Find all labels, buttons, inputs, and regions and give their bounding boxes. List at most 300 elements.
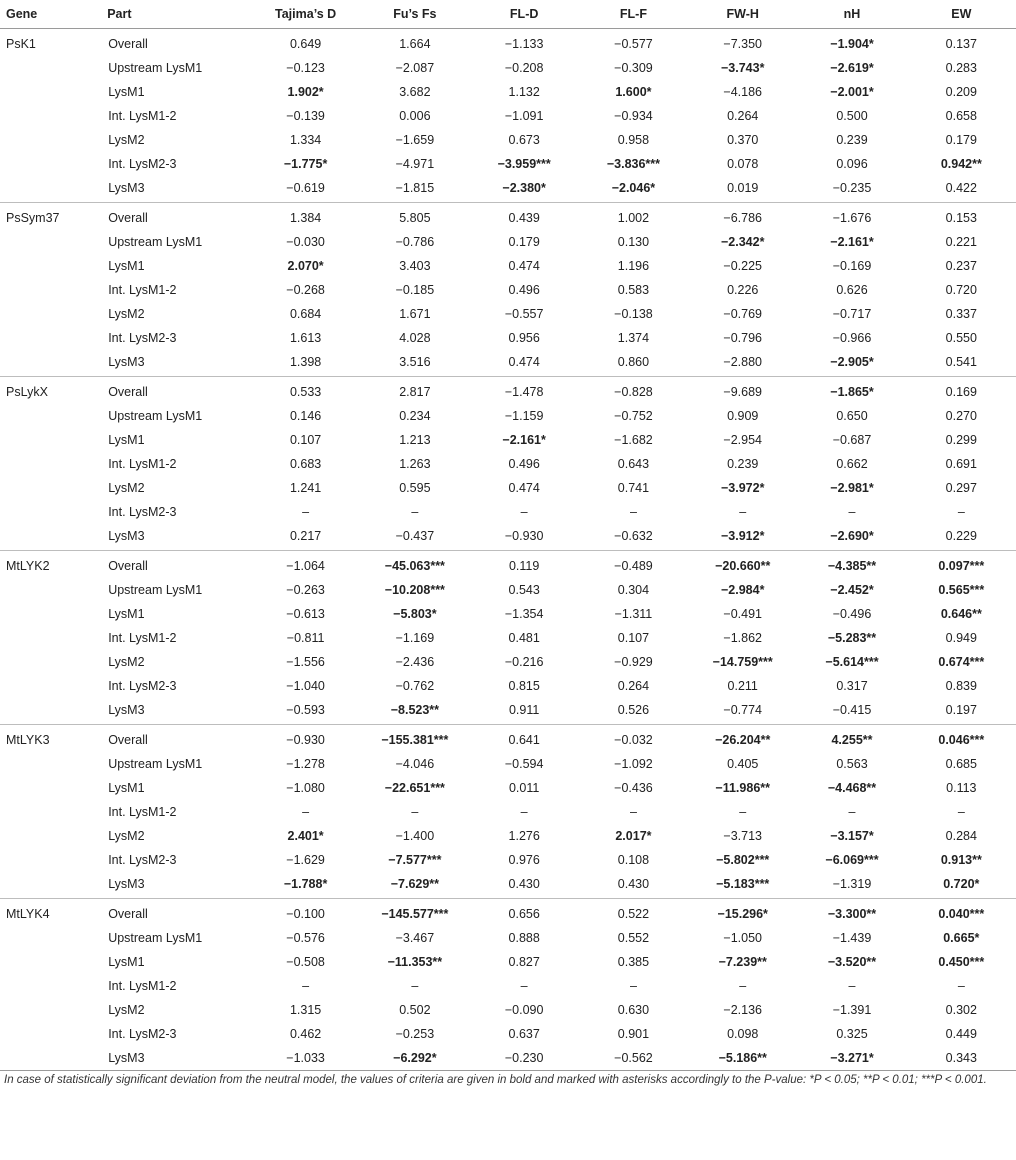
- value-cell: −0.786: [395, 235, 435, 249]
- value-cell: −4.186: [723, 85, 763, 99]
- value-cell: −1.659: [395, 133, 435, 147]
- gene-cell: [0, 872, 101, 899]
- value-cell: 0.958: [617, 133, 650, 147]
- value-cell: −3.972*: [720, 481, 765, 495]
- value-cell: −0.717: [832, 307, 872, 321]
- value-cell: 0.595: [399, 481, 431, 495]
- value-cell: 2.070*: [287, 259, 324, 273]
- table-row: [0, 950, 1016, 974]
- gene-cell: MtLYK2: [6, 559, 50, 573]
- value-cell: 0.385: [617, 955, 650, 969]
- value-cell: 0.449: [945, 1027, 977, 1041]
- value-cell: −2.690*: [797, 524, 906, 551]
- value-cell: –: [739, 979, 747, 993]
- value-cell: −6.292*: [360, 1046, 469, 1071]
- table-row: [0, 104, 1016, 128]
- table-row: [0, 452, 1016, 476]
- value-cell: −0.930: [286, 733, 325, 747]
- part-cell: Int. LysM1-2: [108, 283, 177, 297]
- value-cell: −2.619*: [830, 61, 874, 75]
- value-cell: −3.713: [723, 829, 763, 843]
- gene-cell: [0, 230, 101, 254]
- value-cell: −0.796: [723, 331, 763, 345]
- value-cell: 0.911: [470, 698, 579, 725]
- value-cell: −1.478: [504, 385, 544, 399]
- value-cell: 0.343: [907, 1046, 1016, 1071]
- value-cell: −1.682: [614, 433, 653, 447]
- value-cell: −10.208***: [384, 583, 445, 597]
- value-cell: 3.403: [399, 259, 431, 273]
- value-cell: 3.516: [360, 350, 469, 377]
- value-cell: −0.752: [614, 409, 653, 423]
- header-tajimas-d: Tajima’s D: [251, 0, 360, 29]
- part-cell: Upstream LysM1: [108, 583, 203, 597]
- gene-cell: MtLYK4: [6, 907, 50, 921]
- part-cell: Overall: [108, 733, 148, 747]
- value-cell: 0.741: [617, 481, 650, 495]
- table-row: [0, 326, 1016, 350]
- part-cell: LysM3: [101, 350, 251, 377]
- part-cell: LysM3: [101, 176, 251, 203]
- table-footnote: In case of statistically significant deviation from the neutral model, the values of criteria are given in bold and marked with asterisks accordingly to the P-value: *P < 0.05; **P < 0.01; ***P < 0.001.: [4, 1074, 987, 1086]
- table-row: [0, 230, 1016, 254]
- value-cell: −5.186**: [688, 1046, 797, 1071]
- value-cell: −1.775*: [283, 157, 328, 171]
- value-cell: 0.078: [727, 157, 759, 171]
- value-cell: 0.665*: [943, 931, 980, 945]
- value-cell: 0.656: [508, 907, 540, 921]
- value-cell: −11.986**: [715, 781, 770, 795]
- value-cell: 0.439: [508, 211, 540, 225]
- part-cell: Overall: [108, 385, 148, 399]
- value-cell: 0.949: [945, 631, 977, 645]
- gene-cell: PsSym37: [6, 211, 60, 225]
- value-cell: –: [848, 505, 856, 519]
- value-cell: −0.208: [504, 61, 544, 75]
- table-row: [0, 578, 1016, 602]
- part-cell: Int. LysM1-2: [108, 979, 177, 993]
- value-cell: −155.381***: [381, 733, 449, 747]
- value-cell: 2.017*: [615, 829, 652, 843]
- value-cell: 0.683: [289, 457, 322, 471]
- value-cell: 0.691: [945, 457, 977, 471]
- value-cell: 1.334: [289, 133, 322, 147]
- value-cell: −0.613: [286, 607, 325, 621]
- part-cell: Int. LysM1-2: [108, 805, 177, 819]
- part-cell: LysM2: [108, 307, 145, 321]
- value-cell: −0.415: [797, 698, 906, 725]
- table-row: [0, 824, 1016, 848]
- part-cell: Int. LysM2-3: [108, 505, 177, 519]
- gene-cell: [0, 104, 101, 128]
- value-cell: −0.508: [286, 955, 325, 969]
- value-cell: −0.253: [395, 1027, 435, 1041]
- value-cell: −0.557: [504, 307, 544, 321]
- value-cell: 0.626: [836, 283, 868, 297]
- table-row: [0, 1022, 1016, 1046]
- value-cell: 0.297: [945, 481, 977, 495]
- gene-cell: [0, 254, 101, 278]
- value-cell: −1.865*: [830, 385, 874, 399]
- value-cell: −1.862: [723, 631, 763, 645]
- value-cell: 0.108: [617, 853, 650, 867]
- table-row: [0, 500, 1016, 524]
- value-cell: –: [629, 805, 637, 819]
- value-cell: −2.342*: [720, 235, 765, 249]
- value-cell: 0.541: [907, 350, 1016, 377]
- header-fus-fs: Fu’s Fs: [360, 0, 469, 29]
- table-row: [0, 974, 1016, 998]
- value-cell: –: [411, 505, 419, 519]
- value-cell: –: [520, 979, 528, 993]
- value-cell: 0.211: [727, 679, 758, 693]
- value-cell: 0.649: [289, 37, 322, 51]
- part-cell: Int. LysM1-2: [108, 457, 177, 471]
- value-cell: 0.637: [508, 1027, 540, 1041]
- value-cell: 0.526: [579, 698, 688, 725]
- value-cell: 4.028: [399, 331, 431, 345]
- value-cell: –: [520, 805, 528, 819]
- value-cell: –: [957, 979, 965, 993]
- value-cell: −5.802***: [716, 853, 770, 867]
- value-cell: 0.239: [836, 133, 868, 147]
- value-cell: 0.096: [836, 157, 868, 171]
- value-cell: −26.204**: [715, 733, 771, 747]
- value-cell: −0.437: [360, 524, 469, 551]
- value-cell: 0.046***: [938, 733, 985, 747]
- gene-cell: [0, 602, 101, 626]
- value-cell: −0.774: [688, 698, 797, 725]
- value-cell: −3.743*: [720, 61, 765, 75]
- value-cell: 0.107: [617, 631, 650, 645]
- value-cell: 0.909: [727, 409, 759, 423]
- value-cell: −0.216: [504, 655, 544, 669]
- value-cell: −1.311: [614, 607, 653, 621]
- value-cell: −2.954: [723, 433, 763, 447]
- value-cell: −0.436: [614, 781, 653, 795]
- table-row: [0, 752, 1016, 776]
- value-cell: 0.474: [470, 350, 579, 377]
- value-cell: 1.374: [617, 331, 650, 345]
- value-cell: 0.685: [945, 757, 977, 771]
- value-cell: –: [848, 805, 856, 819]
- gene-cell: [0, 926, 101, 950]
- value-cell: 0.543: [508, 583, 540, 597]
- value-cell: 0.405: [727, 757, 759, 771]
- value-cell: 0.565***: [938, 583, 985, 597]
- part-cell: LysM3: [101, 1046, 251, 1071]
- value-cell: 0.221: [945, 235, 977, 249]
- value-cell: 1.196: [617, 259, 650, 273]
- value-cell: 0.153: [945, 211, 977, 225]
- part-cell: LysM2: [108, 655, 145, 669]
- gene-cell: [0, 650, 101, 674]
- value-cell: 0.976: [508, 853, 540, 867]
- gene-cell: [0, 278, 101, 302]
- gene-cell: [0, 848, 101, 872]
- value-cell: 1.241: [289, 481, 322, 495]
- value-cell: −15.296*: [717, 907, 768, 921]
- header-part: Part: [101, 0, 251, 29]
- gene-cell: [0, 152, 101, 176]
- part-cell: Upstream LysM1: [108, 235, 203, 249]
- value-cell: 0.673: [508, 133, 540, 147]
- value-cell: −0.100: [286, 907, 325, 921]
- value-cell: 0.237: [945, 259, 977, 273]
- gene-cell: PsLykX: [6, 385, 48, 399]
- value-cell: 5.805: [399, 211, 431, 225]
- value-cell: −2.436: [395, 655, 435, 669]
- value-cell: 0.197: [907, 698, 1016, 725]
- value-cell: −1.788*: [251, 872, 360, 899]
- header-row: [0, 0, 1016, 29]
- value-cell: −1.091: [504, 109, 544, 123]
- value-cell: 1.613: [289, 331, 322, 345]
- gene-cell: [0, 1046, 101, 1071]
- value-cell: –: [302, 979, 310, 993]
- value-cell: −0.619: [251, 176, 360, 203]
- value-cell: −1.391: [832, 1003, 872, 1017]
- value-cell: −7.350: [723, 37, 763, 51]
- value-cell: 0.146: [289, 409, 322, 423]
- table-row: [0, 56, 1016, 80]
- part-cell: Overall: [108, 907, 148, 921]
- value-cell: 0.474: [508, 259, 540, 273]
- header-gene: Gene: [0, 0, 101, 29]
- part-cell: Int. LysM2-3: [108, 679, 177, 693]
- gene-cell: [0, 350, 101, 377]
- value-cell: −1.556: [286, 655, 325, 669]
- gene-cell: [0, 974, 101, 998]
- value-cell: 0.956: [508, 331, 540, 345]
- value-cell: −0.169: [832, 259, 872, 273]
- value-cell: −0.934: [614, 109, 653, 123]
- value-cell: −0.593: [251, 698, 360, 725]
- table-row: [0, 128, 1016, 152]
- value-cell: 0.533: [289, 385, 322, 399]
- value-cell: 0.646**: [940, 607, 982, 621]
- value-cell: −1.159: [504, 409, 544, 423]
- table-row: [0, 674, 1016, 698]
- part-cell: LysM2: [108, 829, 145, 843]
- value-cell: 0.502: [399, 1003, 431, 1017]
- value-cell: 0.641: [508, 733, 540, 747]
- value-cell: −1.040: [286, 679, 325, 693]
- value-cell: −1.064: [286, 559, 325, 573]
- value-cell: 0.430: [579, 872, 688, 899]
- value-cell: 1.213: [399, 433, 431, 447]
- value-cell: −2.880: [688, 350, 797, 377]
- value-cell: 0.264: [727, 109, 759, 123]
- value-cell: 0.304: [617, 583, 650, 597]
- value-cell: −3.520**: [827, 955, 877, 969]
- value-cell: 0.430: [470, 872, 579, 899]
- value-cell: 0.283: [945, 61, 977, 75]
- value-cell: −0.032: [614, 733, 653, 747]
- value-cell: −4.468**: [827, 781, 877, 795]
- value-cell: 0.901: [617, 1027, 650, 1041]
- value-cell: 0.720*: [907, 872, 1016, 899]
- table-row: [0, 350, 1016, 377]
- value-cell: 0.179: [508, 235, 540, 249]
- table-row: [0, 998, 1016, 1022]
- value-cell: 0.827: [508, 955, 540, 969]
- part-cell: Int. LysM1-2: [108, 631, 177, 645]
- table-row: [0, 404, 1016, 428]
- value-cell: −22.651***: [384, 781, 445, 795]
- value-cell: –: [629, 979, 637, 993]
- table-row: [0, 725, 1016, 753]
- value-cell: −2.161*: [830, 235, 874, 249]
- value-cell: 0.522: [617, 907, 650, 921]
- value-cell: −0.594: [504, 757, 544, 771]
- gene-cell: [0, 800, 101, 824]
- value-cell: −1.904*: [830, 37, 874, 51]
- value-cell: 0.942**: [940, 157, 982, 171]
- header-nh: nH: [797, 0, 906, 29]
- value-cell: 0.474: [508, 481, 540, 495]
- table-body: [0, 29, 1016, 1071]
- value-cell: −1.676: [832, 211, 872, 225]
- value-cell: 0.137: [945, 37, 977, 51]
- value-cell: −5.614***: [825, 655, 879, 669]
- part-cell: Int. LysM2-3: [108, 1027, 177, 1041]
- value-cell: −1.319: [797, 872, 906, 899]
- part-cell: Upstream LysM1: [108, 409, 203, 423]
- part-cell: Int. LysM2-3: [108, 331, 177, 345]
- part-cell: LysM1: [108, 955, 145, 969]
- value-cell: −2.136: [723, 1003, 763, 1017]
- value-cell: 1.315: [289, 1003, 322, 1017]
- value-cell: −3.836***: [606, 157, 661, 171]
- value-cell: 0.113: [946, 781, 977, 795]
- part-cell: LysM3: [101, 698, 251, 725]
- part-cell: LysM1: [108, 607, 145, 621]
- gene-cell: [0, 674, 101, 698]
- value-cell: 0.888: [508, 931, 540, 945]
- table-row: [0, 698, 1016, 725]
- value-cell: 0.130: [617, 235, 650, 249]
- part-cell: LysM3: [101, 872, 251, 899]
- value-cell: −6.786: [723, 211, 763, 225]
- table-row: [0, 899, 1016, 927]
- value-cell: −0.491: [723, 607, 763, 621]
- value-cell: 0.913**: [940, 853, 982, 867]
- value-cell: –: [957, 805, 965, 819]
- value-cell: −0.263: [286, 583, 325, 597]
- value-cell: −0.828: [614, 385, 653, 399]
- value-cell: 0.011: [508, 781, 540, 795]
- value-cell: 1.384: [289, 211, 322, 225]
- table-row: [0, 926, 1016, 950]
- value-cell: −1.050: [723, 931, 763, 945]
- value-cell: –: [957, 505, 965, 519]
- header-fw-h: FW-H: [688, 0, 797, 29]
- table-row: [0, 176, 1016, 203]
- value-cell: −0.309: [614, 61, 653, 75]
- value-cell: 0.630: [617, 1003, 650, 1017]
- value-cell: 0.019: [688, 176, 797, 203]
- value-cell: −0.230: [470, 1046, 579, 1071]
- part-cell: Int. LysM2-3: [108, 853, 177, 867]
- value-cell: –: [411, 979, 419, 993]
- table-row: [0, 626, 1016, 650]
- value-cell: 1.902*: [287, 85, 324, 99]
- table-row: [0, 1046, 1016, 1071]
- gene-cell: [0, 776, 101, 800]
- value-cell: −1.033: [251, 1046, 360, 1071]
- gene-cell: [0, 500, 101, 524]
- header-fl-f: FL-F: [579, 0, 688, 29]
- value-cell: −0.185: [395, 283, 435, 297]
- table-row: [0, 848, 1016, 872]
- value-cell: 0.006: [399, 109, 431, 123]
- part-cell: Upstream LysM1: [108, 757, 203, 771]
- value-cell: −0.138: [614, 307, 653, 321]
- table-row: [0, 800, 1016, 824]
- value-cell: 0.264: [617, 679, 650, 693]
- value-cell: 1.398: [251, 350, 360, 377]
- value-cell: –: [302, 805, 310, 819]
- part-cell: Int. LysM2-3: [108, 157, 177, 171]
- part-cell: Overall: [108, 559, 148, 573]
- value-cell: −1.439: [832, 931, 872, 945]
- part-cell: Overall: [108, 211, 148, 225]
- value-cell: −1.169: [395, 631, 435, 645]
- table-row: [0, 152, 1016, 176]
- value-cell: −0.930: [470, 524, 579, 551]
- gene-cell: [0, 950, 101, 974]
- table-row: [0, 650, 1016, 674]
- value-cell: −1.080: [286, 781, 325, 795]
- value-cell: −3.157*: [830, 829, 874, 843]
- value-cell: 0.500: [836, 109, 868, 123]
- value-cell: 0.720: [945, 283, 977, 297]
- table-row: [0, 776, 1016, 800]
- part-cell: LysM1: [108, 781, 145, 795]
- value-cell: 0.674***: [938, 655, 985, 669]
- value-cell: 0.040***: [938, 907, 985, 921]
- value-cell: −1.354: [504, 607, 544, 621]
- value-cell: −1.400: [395, 829, 435, 843]
- value-cell: −1.133: [504, 37, 544, 51]
- value-cell: 0.684: [289, 307, 322, 321]
- gene-cell: [0, 998, 101, 1022]
- value-cell: 0.370: [727, 133, 759, 147]
- value-cell: 0.270: [945, 409, 977, 423]
- value-cell: −0.576: [286, 931, 325, 945]
- gene-cell: [0, 452, 101, 476]
- table-row: [0, 302, 1016, 326]
- value-cell: 3.682: [399, 85, 431, 99]
- value-cell: 0.209: [945, 85, 977, 99]
- value-cell: 1.276: [508, 829, 540, 843]
- value-cell: 0.119: [508, 559, 540, 573]
- gene-cell: [0, 578, 101, 602]
- value-cell: −6.069***: [825, 853, 879, 867]
- value-cell: −0.235: [797, 176, 906, 203]
- table-row: [0, 524, 1016, 551]
- value-cell: −0.268: [286, 283, 325, 297]
- value-cell: 0.179: [945, 133, 977, 147]
- value-cell: –: [302, 505, 310, 519]
- value-cell: −3.300**: [827, 907, 877, 921]
- value-cell: –: [739, 505, 747, 519]
- value-cell: 0.650: [836, 409, 868, 423]
- value-cell: −4.971: [395, 157, 435, 171]
- value-cell: −2.452*: [830, 583, 874, 597]
- value-cell: −2.046*: [579, 176, 688, 203]
